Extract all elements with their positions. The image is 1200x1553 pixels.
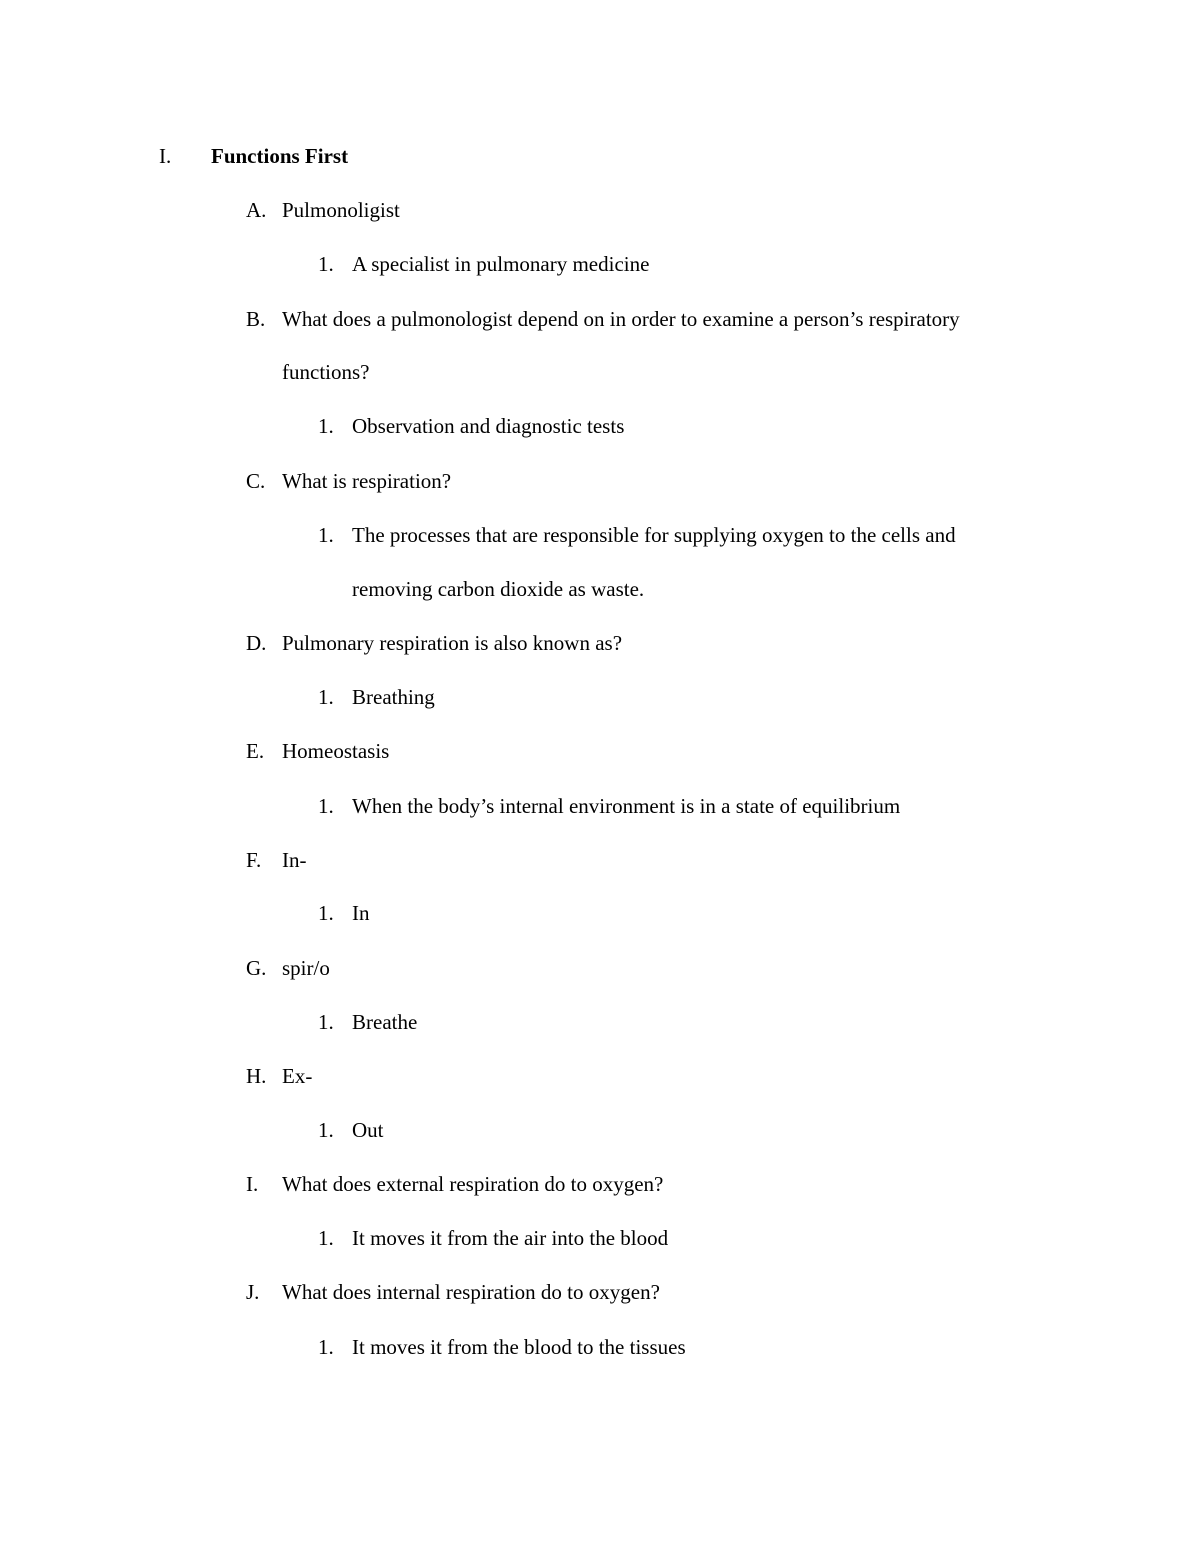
item-d-marker: D.	[246, 631, 267, 655]
item-i-sub-1-marker: 1.	[318, 1226, 334, 1250]
item-d-sub-1-text: Breathing	[352, 685, 435, 709]
item-a-marker: A.	[246, 198, 267, 222]
item-g-text: spir/o	[282, 956, 330, 980]
item-c-sub-1-text-continued: removing carbon dioxide as waste.	[352, 577, 645, 601]
item-j-sub-1-text: It moves it from the blood to the tissues	[352, 1335, 686, 1359]
item-g-sub-1-marker: 1.	[318, 1010, 334, 1034]
item-i-text: What does external respiration do to oxygen?	[282, 1172, 664, 1196]
item-b-sub-1-marker: 1.	[318, 414, 334, 438]
item-h-sub-1-marker: 1.	[318, 1118, 334, 1142]
item-b-sub-1-text: Observation and diagnostic tests	[352, 414, 625, 438]
item-c-text: What is respiration?	[282, 469, 452, 493]
item-f-sub-1-text: In	[352, 901, 370, 925]
item-c-sub-1-text: The processes that are responsible for supplying oxygen to the cells and	[352, 523, 956, 547]
item-j-text: What does internal respiration do to oxygen?	[282, 1280, 660, 1304]
item-j-sub-1-marker: 1.	[318, 1335, 334, 1359]
item-j-marker: J.	[246, 1280, 260, 1304]
item-c-marker: C.	[246, 469, 266, 493]
item-a-sub-1-text: A specialist in pulmonary medicine	[352, 252, 650, 276]
item-i-marker: I.	[246, 1172, 259, 1196]
item-a-text: Pulmonoligist	[282, 198, 400, 222]
item-e-sub-1-marker: 1.	[318, 794, 334, 818]
item-f-text: In-	[282, 848, 307, 872]
item-b-text: What does a pulmonologist depend on in order to examine a person’s respiratory	[282, 307, 960, 331]
item-d-text: Pulmonary respiration is also known as?	[282, 631, 623, 655]
item-b-marker: B.	[246, 307, 266, 331]
item-e-sub-1-text: When the body’s internal environment is in a state of equilibrium	[352, 794, 901, 818]
item-e-text: Homeostasis	[282, 739, 390, 763]
item-h-sub-1-text: Out	[352, 1118, 384, 1142]
item-h-marker: H.	[246, 1064, 267, 1088]
item-g-sub-1-text: Breathe	[352, 1010, 418, 1034]
item-i-sub-1-text: It moves it from the air into the blood	[352, 1226, 669, 1250]
item-b-text-continued: functions?	[282, 360, 370, 384]
section-title: Functions First	[211, 144, 349, 168]
item-h-text: Ex-	[282, 1064, 313, 1088]
item-a-sub-1-marker: 1.	[318, 252, 334, 276]
item-f-sub-1-marker: 1.	[318, 901, 334, 925]
item-d-sub-1-marker: 1.	[318, 685, 334, 709]
section-marker: I.	[159, 144, 172, 168]
item-f-marker: F.	[246, 848, 262, 872]
item-e-marker: E.	[246, 739, 265, 763]
item-c-sub-1-marker: 1.	[318, 523, 334, 547]
item-g-marker: G.	[246, 956, 267, 980]
